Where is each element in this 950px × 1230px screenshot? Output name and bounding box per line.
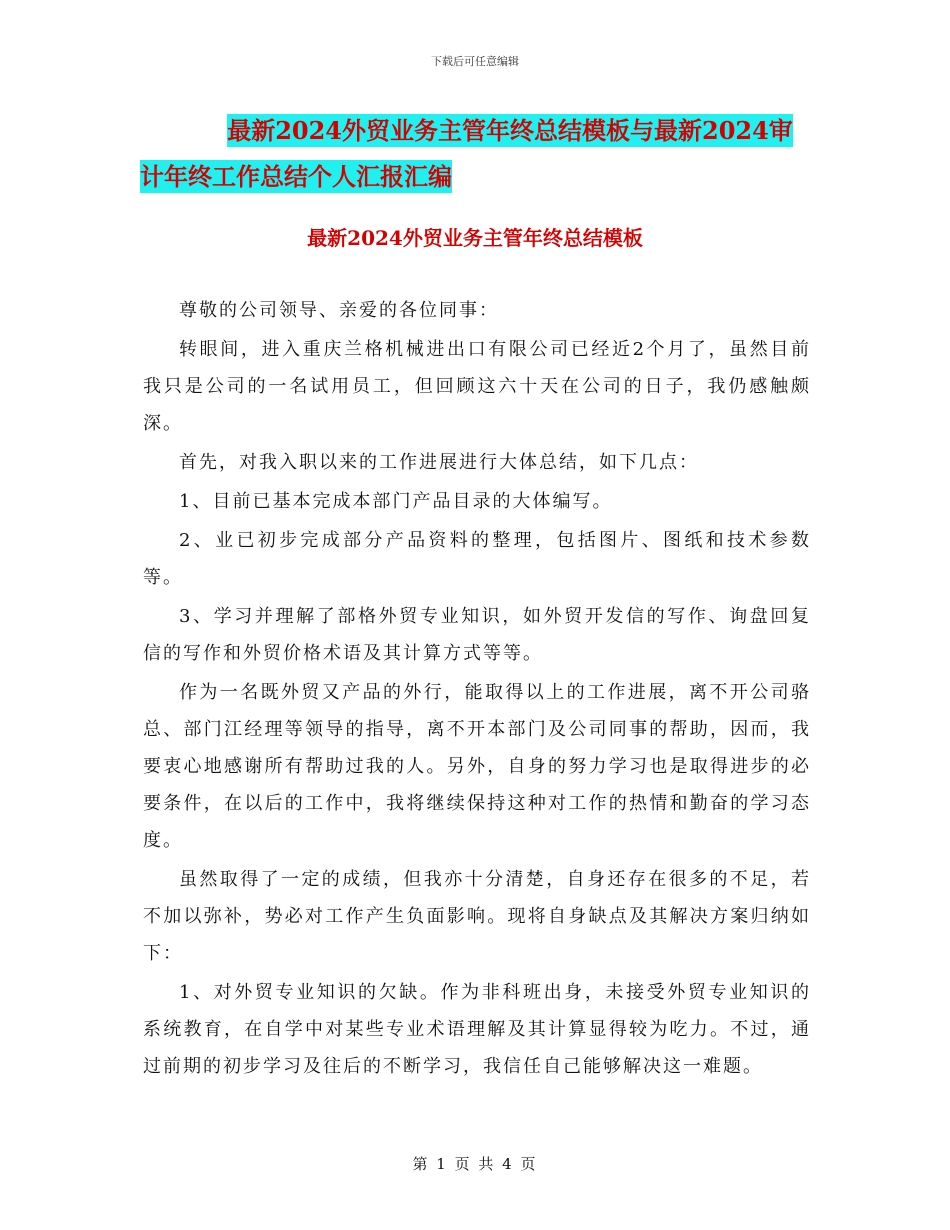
section-title: 最新2024外贸业务主管年终总结模板: [307, 226, 643, 250]
paragraph: 尊敬的公司领导、亲爱的各位同事：: [179, 300, 499, 321]
title-line-2: 计年终工作总结个人汇报汇编: [140, 162, 452, 191]
document-body: [143, 292, 811, 1087]
paragraph: 作为一名既外贸又产品的外行，能取得以上的工作进展，离不开公司骆总、部门江经理等领导的指导，离不开本部门及公司同事的帮助，因而，我要衷心地感谢所有帮助过我的人。另外，自身的努力学习也是取得进步的必要条件，在以后的工作中，我将继续保持这种对工作的热情和勤奋的学习态度。: [143, 682, 811, 851]
paragraph: 首先，对我入职以来的工作进展进行大体总结，如下几点：: [179, 452, 699, 473]
paragraph: 2、业已初步完成部分产品资料的整理，包括图片、图纸和技术参数等。: [143, 530, 811, 588]
header-note: 下载后可任意编辑: [431, 55, 519, 68]
paragraph: 虽然取得了一定的成绩，但我亦十分清楚，自身还存在很多的不足，若不加以弥补，势必对工作产生负面影响。现将自身缺点及其解决方案归纳如下：: [143, 869, 811, 964]
page-footer: 第 1 页 共 4 页: [412, 1155, 538, 1173]
paragraph: 转眼间，进入重庆兰格机械进出口有限公司已经近2个月了，虽然目前我只是公司的一名试用员工，但回顾这六十天在公司的日子，我仍感触颇深。: [143, 339, 811, 434]
document-title: [140, 108, 820, 200]
paragraph: 1、对外贸专业知识的欠缺。作为非科班出身，未接受外贸专业知识的系统教育，在自学中对某些专业术语理解及其计算显得较为吃力。不过，通过前期的初步学习及往后的不断学习，我信任自己能够解决这一难题。: [143, 982, 811, 1077]
title-line-1: 最新2024外贸业务主管年终总结模板与最新2024审: [227, 116, 793, 145]
paragraph: 3、学习并理解了部格外贸专业知识，如外贸开发信的写作、询盘回复信的写作和外贸价格术语及其计算方式等等。: [143, 606, 811, 664]
paragraph: 1、目前已基本完成本部门产品目录的大体编写。: [179, 491, 613, 512]
